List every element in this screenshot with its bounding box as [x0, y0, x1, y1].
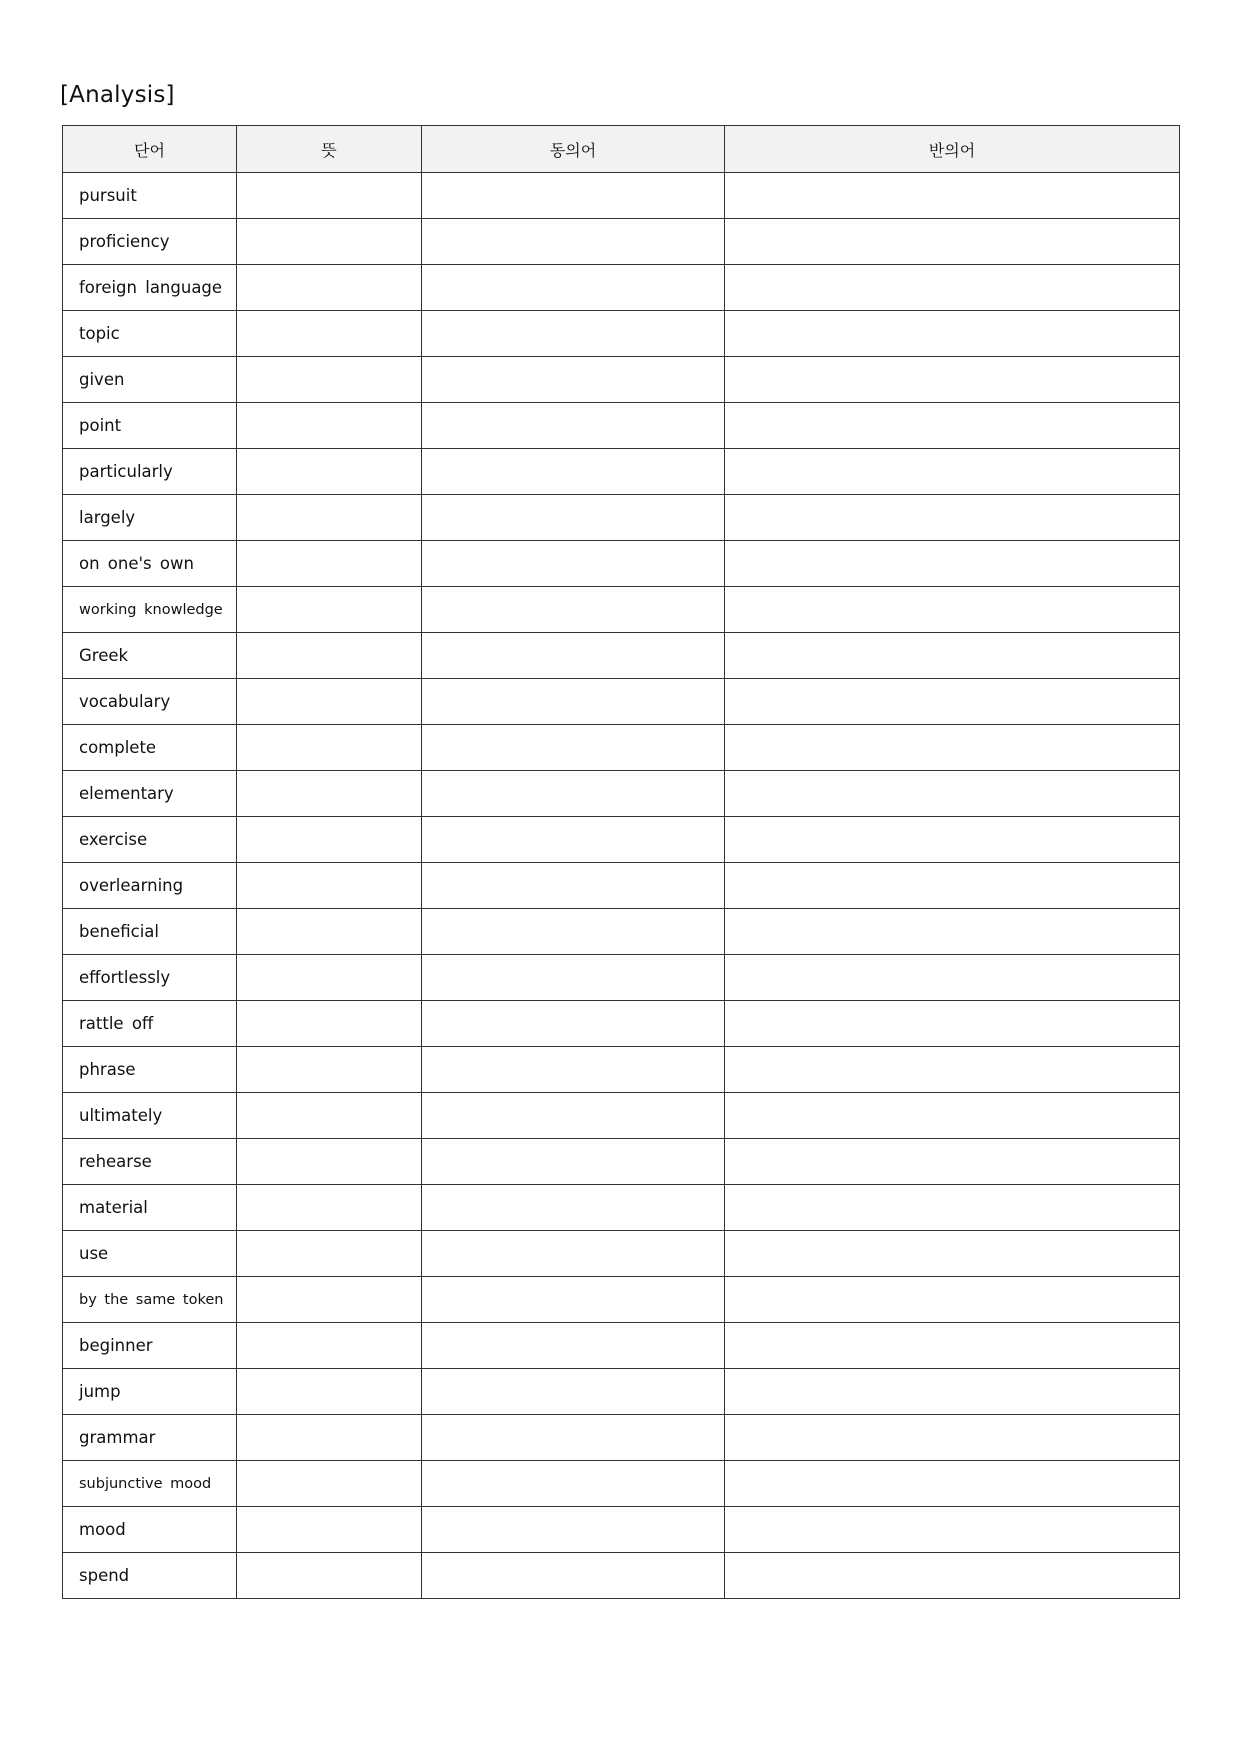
meaning-cell[interactable]: [237, 1001, 422, 1047]
meaning-cell[interactable]: [237, 863, 422, 909]
header-row: [63, 126, 1180, 173]
antonym-cell[interactable]: [725, 1185, 1180, 1231]
meaning-cell[interactable]: [237, 1047, 422, 1093]
table-row: [63, 1047, 1180, 1093]
meaning-cell[interactable]: [237, 1507, 422, 1553]
antonym-cell[interactable]: [725, 403, 1180, 449]
table-row: [63, 1323, 1180, 1369]
antonym-cell[interactable]: [725, 955, 1180, 1001]
table-row: [63, 771, 1180, 817]
word-cell: given: [63, 357, 237, 403]
meaning-cell[interactable]: [237, 909, 422, 955]
word-cell: rehearse: [63, 1139, 237, 1185]
synonym-cell[interactable]: [422, 403, 725, 449]
word-cell: pursuit: [63, 173, 237, 219]
table-row: [63, 817, 1180, 863]
antonym-cell[interactable]: [725, 219, 1180, 265]
antonym-cell[interactable]: [725, 1553, 1180, 1599]
synonym-cell[interactable]: [422, 1093, 725, 1139]
header-synonym: 동의어: [422, 126, 725, 173]
table-row: [63, 1231, 1180, 1277]
meaning-cell[interactable]: [237, 1553, 422, 1599]
synonym-cell[interactable]: [422, 357, 725, 403]
synonym-cell[interactable]: [422, 541, 725, 587]
meaning-cell[interactable]: [237, 1369, 422, 1415]
word-cell: phrase: [63, 1047, 237, 1093]
meaning-cell[interactable]: [237, 1185, 422, 1231]
synonym-cell[interactable]: [422, 265, 725, 311]
table-row: [63, 633, 1180, 679]
meaning-cell[interactable]: [237, 679, 422, 725]
synonym-cell[interactable]: [422, 495, 725, 541]
meaning-cell[interactable]: [237, 403, 422, 449]
header-word: 단어: [63, 126, 237, 173]
antonym-cell[interactable]: [725, 357, 1180, 403]
synonym-cell[interactable]: [422, 1369, 725, 1415]
antonym-cell[interactable]: [725, 1231, 1180, 1277]
antonym-cell[interactable]: [725, 679, 1180, 725]
word-cell: subjunctive mood: [63, 1461, 237, 1507]
meaning-cell[interactable]: [237, 955, 422, 1001]
meaning-cell[interactable]: [237, 1323, 422, 1369]
word-cell: grammar: [63, 1415, 237, 1461]
word-cell: particularly: [63, 449, 237, 495]
antonym-cell[interactable]: [725, 1139, 1180, 1185]
meaning-cell[interactable]: [237, 1277, 422, 1323]
synonym-cell[interactable]: [422, 1323, 725, 1369]
word-cell: overlearning: [63, 863, 237, 909]
antonym-cell[interactable]: [725, 1277, 1180, 1323]
antonym-cell[interactable]: [725, 587, 1180, 633]
synonym-cell[interactable]: [422, 679, 725, 725]
meaning-cell[interactable]: [237, 1461, 422, 1507]
meaning-cell[interactable]: [237, 817, 422, 863]
table-row: [63, 173, 1180, 219]
antonym-cell[interactable]: [725, 1415, 1180, 1461]
synonym-cell[interactable]: [422, 633, 725, 679]
word-cell: proficiency: [63, 219, 237, 265]
antonym-cell[interactable]: [725, 173, 1180, 219]
word-cell: jump: [63, 1369, 237, 1415]
meaning-cell[interactable]: [237, 541, 422, 587]
table-row: [63, 1369, 1180, 1415]
antonym-cell[interactable]: [725, 495, 1180, 541]
antonym-cell[interactable]: [725, 1461, 1180, 1507]
synonym-cell[interactable]: [422, 1461, 725, 1507]
word-cell: exercise: [63, 817, 237, 863]
table-row: [63, 495, 1180, 541]
synonym-cell[interactable]: [422, 311, 725, 357]
antonym-cell[interactable]: [725, 1001, 1180, 1047]
antonym-cell[interactable]: [725, 817, 1180, 863]
table-row: [63, 1093, 1180, 1139]
table-row: [63, 541, 1180, 587]
antonym-cell[interactable]: [725, 449, 1180, 495]
word-cell: beginner: [63, 1323, 237, 1369]
synonym-cell[interactable]: [422, 1277, 725, 1323]
antonym-cell[interactable]: [725, 311, 1180, 357]
antonym-cell[interactable]: [725, 725, 1180, 771]
table-row: [63, 449, 1180, 495]
table-row: [63, 725, 1180, 771]
table-row: [63, 265, 1180, 311]
antonym-cell[interactable]: [725, 1369, 1180, 1415]
synonym-cell[interactable]: [422, 219, 725, 265]
vocabulary-table: [62, 125, 1180, 1599]
table-row: [63, 1001, 1180, 1047]
antonym-cell[interactable]: [725, 1093, 1180, 1139]
table-row: [63, 403, 1180, 449]
table-row: [63, 863, 1180, 909]
meaning-cell[interactable]: [237, 587, 422, 633]
antonym-cell[interactable]: [725, 771, 1180, 817]
word-cell: foreign language: [63, 265, 237, 311]
table-row: [63, 1415, 1180, 1461]
antonym-cell[interactable]: [725, 265, 1180, 311]
word-cell: use: [63, 1231, 237, 1277]
meaning-cell[interactable]: [237, 1093, 422, 1139]
meaning-cell[interactable]: [237, 495, 422, 541]
antonym-cell[interactable]: [725, 863, 1180, 909]
synonym-cell[interactable]: [422, 771, 725, 817]
synonym-cell[interactable]: [422, 1507, 725, 1553]
table-row: [63, 311, 1180, 357]
word-cell: effortlessly: [63, 955, 237, 1001]
word-cell: on one's own: [63, 541, 237, 587]
antonym-cell[interactable]: [725, 1507, 1180, 1553]
synonym-cell[interactable]: [422, 909, 725, 955]
table-row: [63, 1507, 1180, 1553]
meaning-cell[interactable]: [237, 219, 422, 265]
synonym-cell[interactable]: [422, 1139, 725, 1185]
meaning-cell[interactable]: [237, 633, 422, 679]
word-cell: rattle off: [63, 1001, 237, 1047]
synonym-cell[interactable]: [422, 817, 725, 863]
synonym-cell[interactable]: [422, 1231, 725, 1277]
page-title: [Analysis]: [60, 82, 175, 108]
synonym-cell[interactable]: [422, 1185, 725, 1231]
header-meaning: 뜻: [237, 126, 422, 173]
word-cell: vocabulary: [63, 679, 237, 725]
word-cell: largely: [63, 495, 237, 541]
table-row: [63, 1185, 1180, 1231]
meaning-cell[interactable]: [237, 265, 422, 311]
meaning-cell[interactable]: [237, 449, 422, 495]
synonym-cell[interactable]: [422, 1553, 725, 1599]
synonym-cell[interactable]: [422, 449, 725, 495]
word-cell: elementary: [63, 771, 237, 817]
meaning-cell[interactable]: [237, 1415, 422, 1461]
header-antonym: 반의어: [725, 126, 1180, 173]
synonym-cell[interactable]: [422, 1047, 725, 1093]
table-row: [63, 357, 1180, 403]
table-header: [63, 126, 1180, 173]
word-cell: material: [63, 1185, 237, 1231]
meaning-cell[interactable]: [237, 357, 422, 403]
table-row: [63, 1277, 1180, 1323]
table-row: [63, 679, 1180, 725]
table-row: [63, 1461, 1180, 1507]
meaning-cell[interactable]: [237, 311, 422, 357]
word-cell: beneficial: [63, 909, 237, 955]
meaning-cell[interactable]: [237, 771, 422, 817]
word-cell: mood: [63, 1507, 237, 1553]
synonym-cell[interactable]: [422, 863, 725, 909]
word-cell: by the same token: [63, 1277, 237, 1323]
synonym-cell[interactable]: [422, 587, 725, 633]
synonym-cell[interactable]: [422, 725, 725, 771]
antonym-cell[interactable]: [725, 1047, 1180, 1093]
table-row: [63, 587, 1180, 633]
table-row: [63, 219, 1180, 265]
synonym-cell[interactable]: [422, 1001, 725, 1047]
table-row: [63, 955, 1180, 1001]
table-row: [63, 909, 1180, 955]
synonym-cell[interactable]: [422, 1415, 725, 1461]
meaning-cell[interactable]: [237, 1139, 422, 1185]
antonym-cell[interactable]: [725, 633, 1180, 679]
antonym-cell[interactable]: [725, 1323, 1180, 1369]
table-row: [63, 1553, 1180, 1599]
word-cell: Greek: [63, 633, 237, 679]
meaning-cell[interactable]: [237, 725, 422, 771]
word-cell: ultimately: [63, 1093, 237, 1139]
word-cell: complete: [63, 725, 237, 771]
synonym-cell[interactable]: [422, 173, 725, 219]
meaning-cell[interactable]: [237, 1231, 422, 1277]
table-body: [63, 173, 1180, 1599]
table-row: [63, 1139, 1180, 1185]
word-cell: point: [63, 403, 237, 449]
meaning-cell[interactable]: [237, 173, 422, 219]
synonym-cell[interactable]: [422, 955, 725, 1001]
antonym-cell[interactable]: [725, 541, 1180, 587]
word-cell: topic: [63, 311, 237, 357]
word-cell: spend: [63, 1553, 237, 1599]
antonym-cell[interactable]: [725, 909, 1180, 955]
word-cell: working knowledge: [63, 587, 237, 633]
